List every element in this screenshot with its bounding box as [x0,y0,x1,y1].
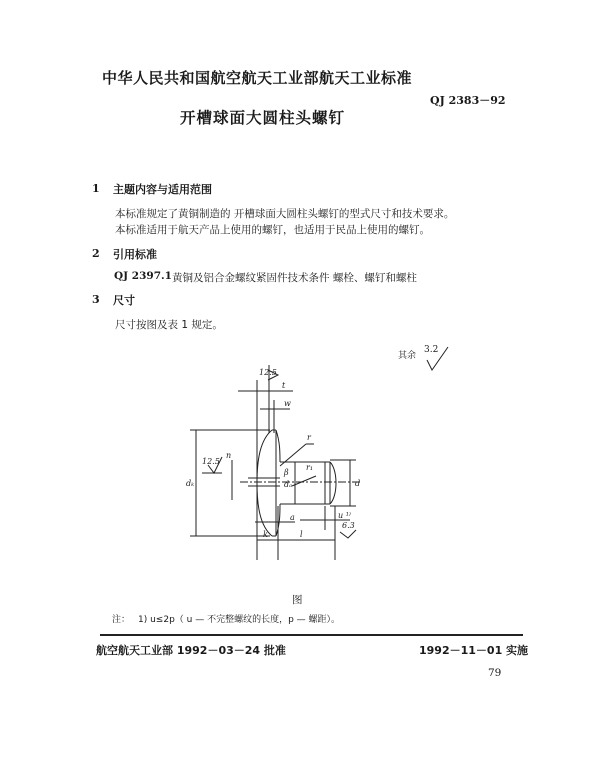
note-text: 1) u≤2p（ u — 不完整螺纹的长度，p — 螺距）。 [138,615,341,625]
footer-divider [100,634,523,636]
label-roughness-left: 12.5 [202,457,220,466]
label-beta: β [284,468,289,477]
label-w: w [284,399,291,408]
roughness-note-value: 3.2 [424,345,439,355]
roughness-check-icon [424,345,454,375]
label-roughness-right: 6.3 [342,521,355,530]
roughness-note-label: 其余 [398,351,417,361]
label-a: a [290,513,295,522]
label-da: dₐ [284,480,293,489]
label-t: t [282,381,286,390]
reference-code: QJ 2397.1 [114,270,172,282]
screw-technical-drawing [180,360,370,560]
label-k: k [263,530,268,539]
issuing-organization: 中华人民共和国航空航天工业部航天工业标准 [102,69,413,87]
standard-number: QJ 2383－92 [430,94,506,107]
label-r1: r₁ [306,463,314,472]
label-n: n [226,451,232,460]
section-1-heading: 主题内容与适用范围 [113,183,212,196]
page-number: 79 [488,667,502,679]
label-u: u ¹⁾ [338,511,351,520]
section-3-paragraph: 尺寸按图及表 1 规定。 [115,319,223,331]
figure-caption: 图 [292,594,303,606]
note-prefix: 注： [112,615,131,625]
document-title: 开槽球面大圆柱头螺钉 [180,109,346,127]
label-roughness-top: 12.5 [259,368,277,377]
section-3-heading: 尺寸 [113,294,135,307]
reference-title: 黄铜及铝合金螺纹紧固件技术条件 螺栓、螺钉和螺柱 [172,272,417,284]
label-d: d [355,479,361,488]
section-1-paragraph-1: 本标准规定了黄铜制造的 开槽球面大圆柱头螺钉的型式尺寸和技术要求。 [115,208,455,220]
section-1-paragraph-2: 本标准适用于航天产品上使用的螺钉，也适用于民品上使用的螺钉。 [115,224,430,236]
label-l: l [300,530,303,539]
implementation-date: 1992－11－01 实施 [419,644,529,657]
label-dk: dₖ [186,479,195,488]
section-1-number: 1 [92,182,100,195]
section-2-heading: 引用标准 [113,248,157,261]
section-3-number: 3 [92,293,100,306]
approval-date: 航空航天工业部 1992－03－24 批准 [96,644,286,657]
label-r: r [307,433,311,442]
section-2-number: 2 [92,247,100,260]
